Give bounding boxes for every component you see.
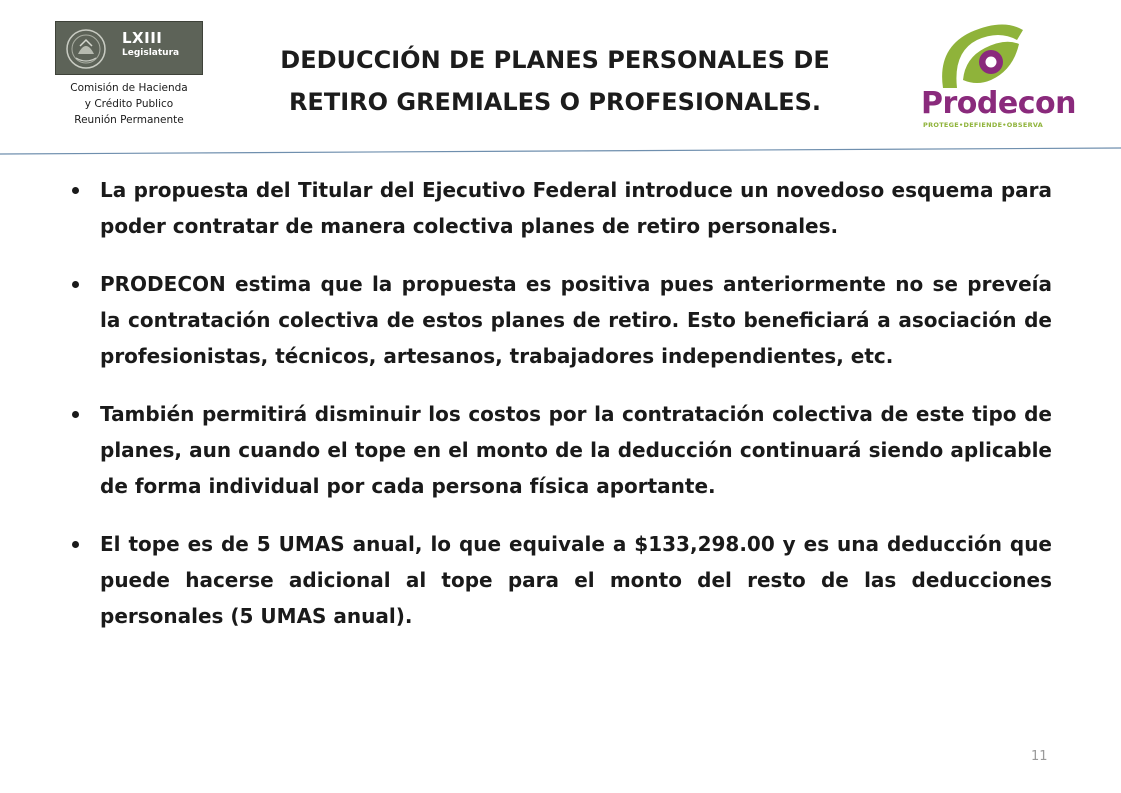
bullet-item — [70, 396, 1052, 504]
bullet-text: También permitirá disminuir los costos por la contratación colectiva de este tipo de planes, aun cuando el tope en el monto de la deducción continuará siendo aplicable de forma individual por cada persona física aportante. — [100, 402, 1052, 498]
committee-line: Reunión Permanente — [74, 114, 184, 126]
legislatura-label: Legislatura — [122, 48, 180, 58]
bullet-item — [70, 266, 1052, 374]
header-divider — [0, 146, 1121, 156]
legislatura-logo — [55, 21, 203, 75]
bullet-text: PRODECON estima que la propuesta es positiva pues anteriormente no se preveía la contratación colectiva de estos planes de retiro. Esto beneficiará a asociación de profesionistas, técnicos, artesanos, trabajadores independientes, etc. — [100, 272, 1052, 368]
page-number: 11 — [1031, 749, 1048, 764]
bullet-text: La propuesta del Titular del Ejecutivo Federal introduce un novedoso esquema para poder contratar de manera colectiva planes de retiro personales. — [100, 178, 1052, 238]
legislatura-number: LXIII — [122, 29, 163, 47]
bullet-dot-icon — [72, 411, 79, 418]
prodecon-name: Prodecon — [921, 86, 1076, 121]
committee-label — [48, 80, 210, 128]
bullet-dot-icon — [72, 187, 79, 194]
mexican-seal-icon — [64, 28, 108, 70]
prodecon-mark-icon — [933, 18, 1029, 94]
title-line: RETIRO GREMIALES O PROFESIONALES. — [288, 88, 822, 116]
title-line: DEDUCCIÓN DE PLANES PERSONALES DE — [280, 46, 830, 74]
committee-line: Comisión de Hacienda — [70, 82, 188, 94]
bullet-item — [70, 526, 1052, 634]
bullet-text: El tope es de 5 UMAS anual, lo que equivale a $133,298.00 y es una deducción que puede hacerse adicional al tope para el monto del resto de las deducciones personales (5 UMAS anual). — [100, 532, 1052, 628]
bullet-item — [70, 172, 1052, 244]
bullet-dot-icon — [72, 281, 79, 288]
slide-title — [230, 39, 880, 123]
prodecon-logo — [915, 18, 1076, 130]
bullet-list — [70, 172, 1052, 656]
committee-line: y Crédito Publico — [84, 98, 174, 110]
prodecon-tagline: PROTEGE•DEFIENDE•OBSERVA — [923, 121, 1044, 129]
bullet-dot-icon — [72, 541, 79, 548]
